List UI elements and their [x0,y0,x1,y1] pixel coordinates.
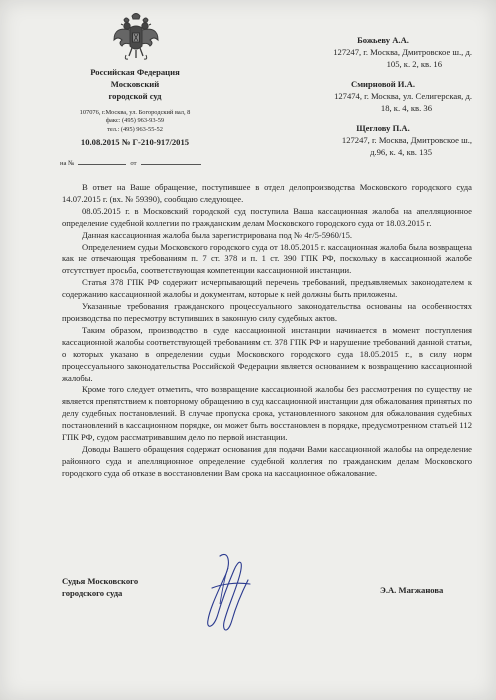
recipient-address: 127474, г. Москва, ул. Селигерская, д. [334,91,472,101]
recipient-block [272,122,472,158]
signatory-title-line: городского суда [62,588,123,598]
recipient-address: д.96, к. 4, кв. 135 [370,147,432,157]
body-paragraph: Данная кассационная жалоба была зарегистрирована под № 4г/5-5960/15. [82,229,353,240]
body-paragraph: Таким образом, производство в суде кассационной инстанции начинается в момент поступления кассационной жалобы соответствующей требованиям ст. 378 ГПК РФ и нарушение требований данной статьи, о которых указано в определении судьи Московского городского суда 18.05.2015 г., в силу норм процессуального законодательства Российской Федерации является основанием к возвращению кассационной жалобы. [62,324,472,383]
body-paragraph: Статья 378 ГПК РФ содержит исчерпывающий перечень требований, предъявляемых законодателем к содержанию кассационной жалобы и документам, которые к ней должны быть приложены. [62,277,472,300]
recipient-block [272,34,472,70]
court-name-line: городской суд [108,91,162,101]
incoming-reference [60,160,240,167]
recipient-block [272,78,472,114]
body-paragraph: Кроме того следует отметить, что возвращение кассационной жалобы без рассмотрения по существу не является препятствием к повторному обращению в суд кассационной инстанции для обжалования принятых по делу судебных постановлений. В случае пропуска срока, установленного законом для обжалования судебных постановлений в кассационном порядке, он может быть восстановлен в порядке, предусмотренном статьей 112 ГПК РФ, судом рассматривавшим дело по первой инстанции. [62,384,472,443]
recipient-name: Смирновой И.А. [351,79,415,89]
body-paragraph: 08.05.2015 г. в Московский городской суд поступила Ваша кассационная жалоба на апелляционное определение судебной коллегии по гражданским делам Московского городского суда от 18.03.2015 г. [62,205,472,228]
body-paragraph: Определением судьи Московского городского суда от 18.05.2015 г. кассационная жалоба была возвращена как не отвечающая требованиям п. 7 ст. 378 и п. 1 ст. 390 ГПК РФ, поскольку в кассационной жалобе отсутствует просьба, соответствующая компетенции кассационной инстанции. [62,241,472,276]
incoming-number-blank [78,164,126,165]
body-paragraph: Указанные требования гражданского процессуального законодательства основаны на особенностях производства по пересмотру вступивших в законную силу судебных актов. [62,301,472,323]
signatory-name: Э.А. Магжанова [380,585,444,595]
recipient-name: Щеглову П.А. [356,123,410,133]
recipient-address: 127247, г. Москва, Дмитровское ш., д. [333,47,472,57]
court-name [40,66,230,102]
letter-body [62,182,472,480]
coat-of-arms-icon [112,10,160,62]
recipient-name: Божьеву А.А. [357,35,409,45]
incoming-date-blank [141,164,201,165]
recipient-address: 18, к. 4, кв. 36 [380,103,432,113]
handwritten-signature [198,548,258,640]
recipient-address: 105, к. 2, кв. 16 [386,59,442,69]
court-name-line: Российская Федерация [90,67,180,77]
body-paragraph: В ответ на Ваше обращение, поступившее в отдел делопроизводства Московского городского суда 14.07.2015 г. (вх. № 59390), сообщаю следующее. [62,182,472,204]
court-address [40,109,230,134]
court-name-line: Московский [110,79,160,89]
body-paragraph: Доводы Вашего обращения содержат основания для подачи Вами кассационной жалобы на определение районного суда и апелляционное определение судебной коллегия по гражданским делам Московского городского суда об отказе в восстановлении Вам срока на кассационное обжалование. [62,443,472,478]
signatory-title-line: Судья Московского [62,576,139,586]
address-line: 107076, г.Москва, ул. Богородский вал, 8 [79,109,191,116]
incoming-prefix: на № [60,160,75,167]
incoming-from-label: от [130,160,137,167]
fax-line: факс: (495) 963-93-59 [105,117,165,125]
signatory-title [62,575,138,599]
phone-line: тел.: (495) 963-55-52 [107,125,163,133]
recipient-address: 127247, г. Москва, Дмитровское ш., [341,135,472,145]
outgoing-number: 10.08.2015 № Г-210-917/2015 [80,137,190,147]
